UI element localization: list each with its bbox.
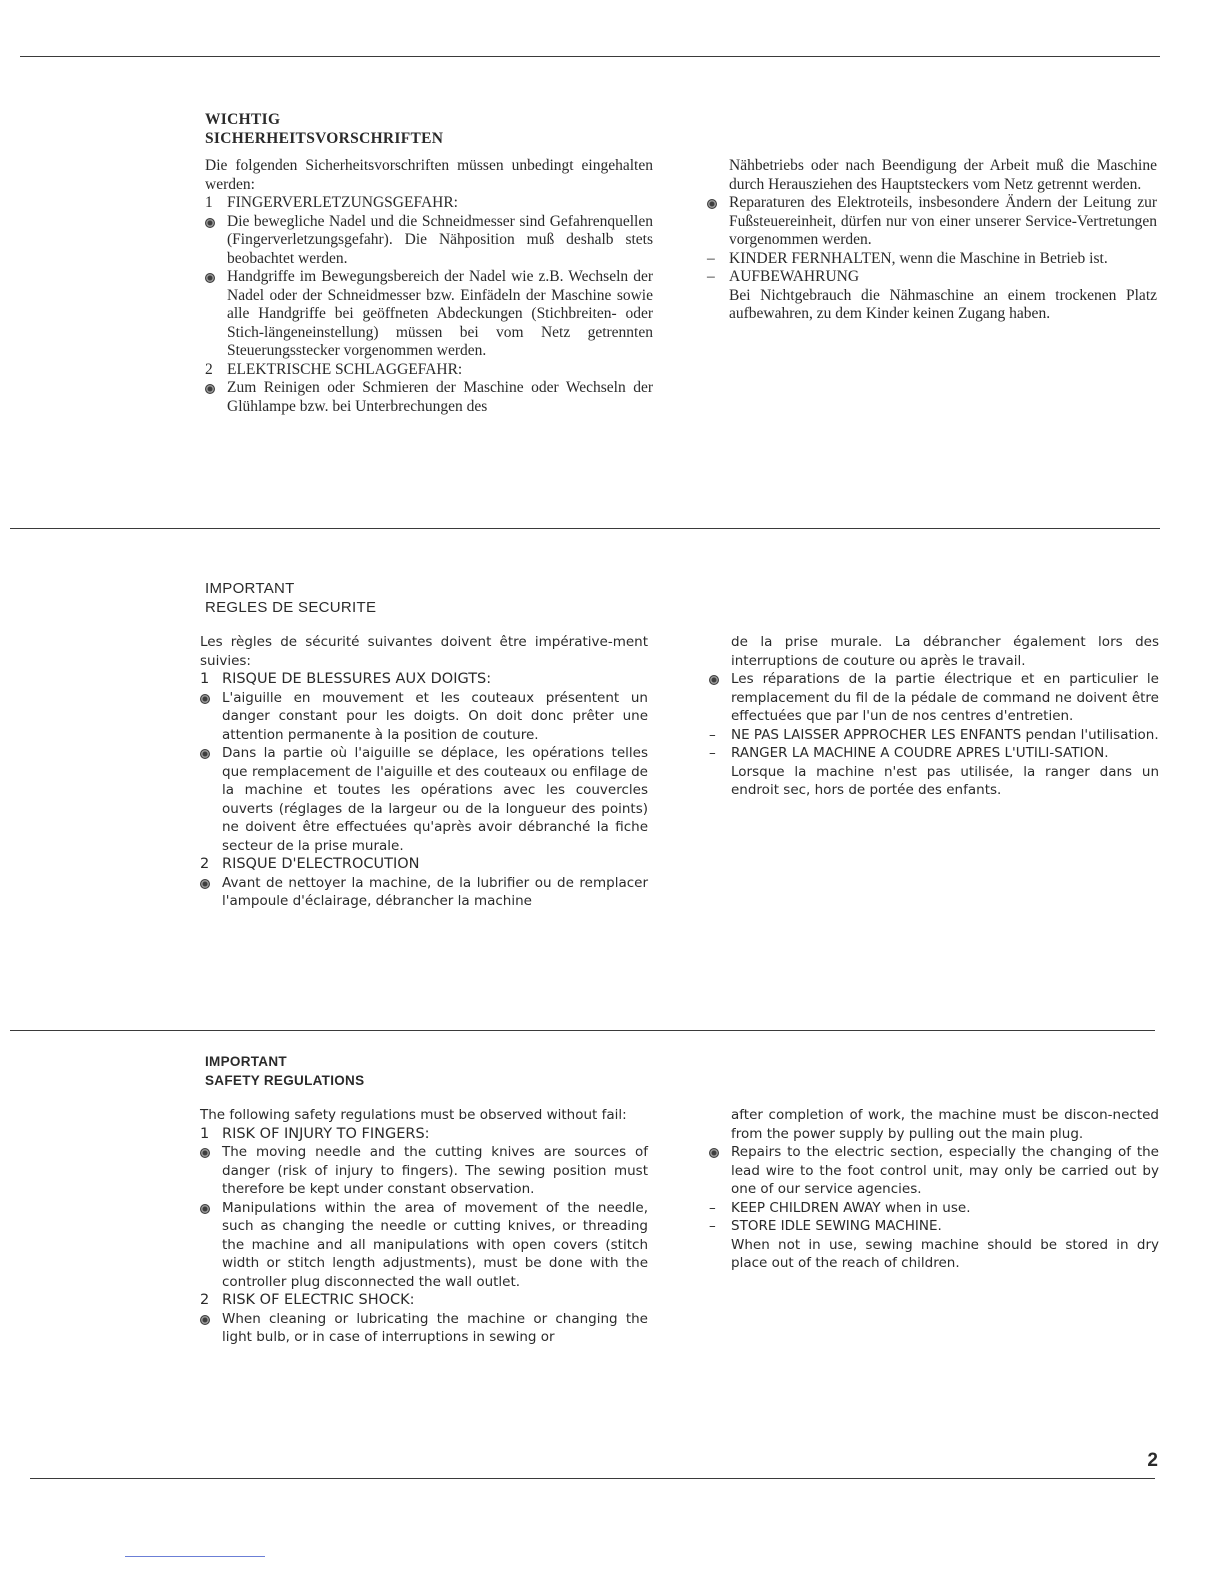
french-dash-2 [709,744,1159,763]
english-b2-text: Manipulations within the area of movement of the needle, such as changing the needle or cutting knives, or threading the machine and all manipulations with open covers (stitch width or stitch length adjustments), must be done with the controller plug disconnected the wall outlet. [222,1199,648,1290]
french-bullet-2 [200,744,648,855]
german-b2-text: Handgriffe im Bewegungsbereich der Nadel wie z.B. Wechseln der Nadel oder der Schneidmesser bzw. Einfädeln der Maschine sowie alle Handgriffe bei geöffneten Abdeckungen (Stichbreiten- oder Stich-längeneinstellung) müssen bei vom Netz getrennten Steuerungsstecker vorgenommen werden. [227,268,653,359]
german-bullet-2 [205,268,653,361]
german-dash-1 [707,250,1157,269]
bullet-icon [205,273,215,283]
bullet-icon [205,218,215,228]
english-h1-text: RISK OF INJURY TO FINGERS: [222,1125,430,1142]
dash-icon: – [707,249,715,267]
french-h1-text: RISQUE DE BLESSURES AUX DOIGTS: [222,671,492,687]
french-right-column [709,633,1159,800]
french-heading-2 [200,855,648,874]
french-continuation [709,633,1159,670]
french-h2-number: 2 [200,856,210,872]
english-title-line1: IMPORTANT [205,1054,287,1069]
bottom-rule [30,1478,1155,1479]
german-right-column [707,157,1157,324]
bullet-icon [707,199,717,209]
top-rule [20,56,1160,57]
german-title-line1: WICHTIG [205,111,281,128]
english-bullet-1 [200,1143,648,1199]
english-h2-number: 2 [200,1292,210,1308]
french-d1-text: NE PAS LAISSER APPROCHER LES ENFANTS pendan l'utilisation. [731,726,1159,743]
german-left-column [205,157,653,416]
bullet-icon [200,1148,210,1158]
english-d2-body: When not in use, sewing machine should be stored in dry place out of the reach of children. [731,1236,1159,1271]
french-title-line2: REGLES DE SECURITE [205,598,377,616]
french-title [205,580,376,617]
bullet-icon [200,879,210,889]
scan-artifact-line [125,1556,265,1557]
french-bullet-1 [200,689,648,745]
english-b1-text: The moving needle and the cutting knives are sources of danger (risk of injury to fingers). The sewing position must therefore be kept under constant observation. [222,1144,648,1197]
english-left-column [200,1106,648,1347]
page-number: 2 [1147,1450,1158,1471]
german-b1-text: Die bewegliche Nadel und die Schneidmesser sind Gefahrenquellen (Fingerverletzungsgefahr). Die Nähposition muß deshalb stets beobachtet werden. [227,212,653,267]
bullet-icon [709,1148,719,1158]
german-h2-number: 2 [205,360,213,378]
german-storage-text [707,287,1157,324]
german-heading-1 [205,194,653,213]
french-dash-1 [709,726,1159,745]
french-h2-text: RISQUE D'ELECTROCUTION [222,856,420,872]
dash-icon: – [709,1199,716,1216]
french-cont-text: de la prise murale. La débrancher également lors des interruptions de couture ou après le travail. [731,634,1159,669]
french-storage-text [709,763,1159,800]
german-continuation [707,157,1157,194]
english-d1-text: KEEP CHILDREN AWAY when in use. [731,1199,971,1216]
french-b1-text: L'aiguille en mouvement et les couteaux présentent un danger constant pour les doigts. On doit donc prêter une attention permanente à la position de couture. [222,689,648,743]
english-intro: The following safety regulations must be observed without fail: [200,1107,627,1123]
german-b3-text: Zum Reinigen oder Schmieren der Maschine oder Wechseln der Glühlampe bzw. bei Unterbrechungen des [227,379,653,415]
german-bullet-1 [205,213,653,269]
german-b4-text: Reparaturen des Elektroteils, insbesondere Ändern der Leitung zur Fußsteuereinheit, dürfen nur von einer unserer Service-Vertretungen vorgenommen werden. [729,194,1157,248]
dash-icon: – [709,745,716,761]
english-bullet-4 [709,1143,1159,1199]
dash-icon: – [709,726,716,743]
french-d2-text: RANGER LA MACHINE A COUDRE APRES L'UTILI-SATION. [731,745,1109,761]
english-d2-text: STORE IDLE SEWING MACHINE. [731,1218,942,1234]
french-b4-text: Les réparations de la partie électrique et en particulier le remplacement du fil de la pédale de command ne doivent être effectuées que par l'un de nos centres d'entretien. [731,671,1159,724]
french-h1-number: 1 [200,671,210,687]
french-b2-text: Dans la partie où l'aiguille se déplace, les opérations telles que remplacement de l'aiguille et des couteaux ou enfilage de la machine et toutes les opérations avec les couvercles ouverts (réglages de la largeur ou de la longueur des points) ne doivent être effectuées qu'après avoir débranché la fiche secteur de la prise murale. [222,745,648,854]
english-storage-text [709,1236,1159,1273]
english-b3-text: When cleaning or lubricating the machine or changing the light bulb, or in case of interruptions in sewing or [222,1310,648,1345]
french-d2-body: Lorsque la machine n'est pas utilisée, la ranger dans un endroit sec, hors de portée des enfants. [731,763,1159,798]
english-cont-text: after completion of work, the machine must be discon-nected from the power supply by pulling out the main plug. [731,1107,1159,1142]
german-intro: Die folgenden Sicherheitsvorschriften müssen unbedingt eingehalten werden: [205,157,653,193]
german-title-line2: SICHERHEITSVORSCHRIFTEN [205,129,444,147]
english-heading-2 [200,1291,648,1310]
bullet-icon [200,1315,210,1325]
german-cont-text: Nähbetriebs oder nach Beendigung der Arbeit muß die Maschine durch Herausziehen des Hauptsteckers vom Netz getrennt werden. [729,157,1157,193]
german-h1-text: FINGERVERLETZUNGSGEFAHR: [227,194,458,211]
german-heading-2 [205,361,653,380]
german-d1-text: KINDER FERNHALTEN, wenn die Maschine in Betrieb ist. [729,249,1108,267]
english-dash-1 [709,1199,1159,1218]
german-d2-body: Bei Nichtgebrauch die Nähmaschine an einem trockenen Platz aufbewahren, zu dem Kinder keinen Zugang haben. [729,286,1157,322]
german-title [205,111,443,148]
english-title-line2: SAFETY REGULATIONS [205,1072,365,1088]
german-h2-text: ELEKTRISCHE SCHLAGGEFAHR: [227,360,463,378]
french-bullet-4 [709,670,1159,726]
french-heading-1 [200,670,648,689]
english-bullet-3 [200,1310,648,1347]
dash-icon: – [709,1218,716,1234]
english-h1-number: 1 [200,1125,210,1142]
german-h1-number: 1 [205,194,213,211]
dash-icon: – [707,268,715,285]
bullet-icon [200,1204,210,1214]
german-bullet-3 [205,379,653,416]
english-h2-text: RISK OF ELECTRIC SHOCK: [222,1292,415,1308]
english-heading-1 [200,1125,648,1144]
german-d2-text: AUFBEWAHRUNG [729,268,860,285]
bullet-icon [205,384,215,394]
divider-2 [10,1030,1155,1031]
english-bullet-2 [200,1199,648,1292]
german-bullet-4 [707,194,1157,250]
english-b4-text: Repairs to the electric section, especially the changing of the lead wire to the foot control unit, may only be carried out by one of our service agencies. [731,1144,1159,1197]
english-dash-2 [709,1217,1159,1236]
french-left-column [200,633,648,911]
french-b3-text: Avant de nettoyer la machine, de la lubrifier ou de remplacer l'ampoule d'éclairage, débrancher la machine [222,874,648,909]
bullet-icon [200,749,210,759]
divider-1 [10,528,1160,529]
english-right-column [709,1106,1159,1273]
english-continuation [709,1106,1159,1143]
french-title-line1: IMPORTANT [205,580,295,597]
german-dash-2 [707,268,1157,287]
bullet-icon [709,675,719,685]
french-intro: Les règles de sécurité suivantes doivent être impérative-ment suivies: [200,634,648,669]
english-title [205,1053,364,1090]
bullet-icon [200,694,210,704]
french-bullet-3 [200,874,648,911]
